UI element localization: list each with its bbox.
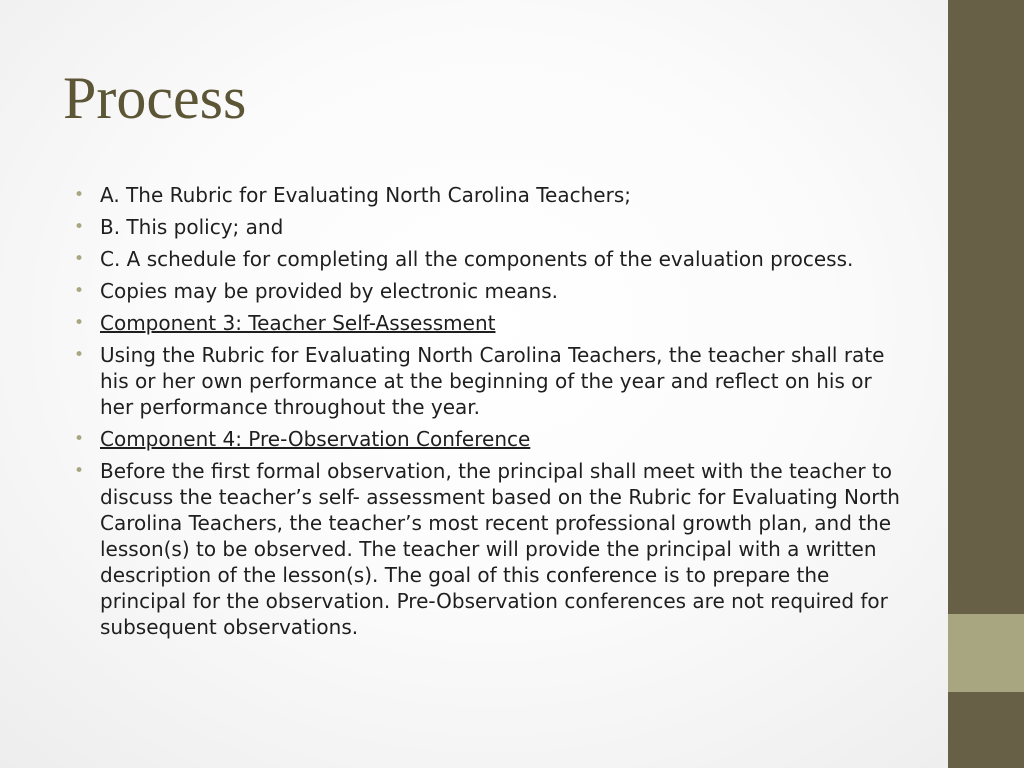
- bullet-icon: •: [74, 249, 85, 269]
- list-item: [74, 342, 900, 420]
- list-item: [74, 458, 900, 640]
- bullet-list: [74, 182, 900, 646]
- bullet-text: Copies may be provided by electronic means.: [100, 279, 558, 303]
- bullet-text: B. This policy; and: [100, 215, 284, 239]
- bullet-icon: •: [74, 281, 85, 301]
- bullet-icon: •: [74, 461, 85, 481]
- section-heading-component-3: Component 3: Teacher Self-Assessment: [100, 311, 496, 335]
- sidebar-accent-block: [948, 614, 1024, 692]
- list-item: [74, 214, 900, 240]
- bullet-icon: •: [74, 345, 85, 365]
- list-item: [74, 278, 900, 304]
- bullet-text: C. A schedule for completing all the components of the evaluation process.: [100, 247, 854, 271]
- section-heading-component-4: Component 4: Pre-Observation Conference: [100, 427, 531, 451]
- list-item: [74, 246, 900, 272]
- list-item: [74, 310, 900, 336]
- list-item: [74, 182, 900, 208]
- slide-title: Process: [63, 65, 247, 131]
- bullet-icon: •: [74, 185, 85, 205]
- bullet-icon: •: [74, 429, 85, 449]
- list-item: [74, 426, 900, 452]
- bullet-icon: •: [74, 313, 85, 333]
- bullet-text: Using the Rubric for Evaluating North Carolina Teachers, the teacher shall rate his or her own performance at the beginning of the year and reflect on his or her performance throughout the year.: [100, 343, 885, 419]
- bullet-icon: •: [74, 217, 85, 237]
- bullet-text: A. The Rubric for Evaluating North Carolina Teachers;: [100, 183, 631, 207]
- bullet-text: Before the first formal observation, the principal shall meet with the teacher to discuss the teacher’s self- assessment based on the Rubric for Evaluating North Carolina Teachers, the teacher’s most recent professional growth plan, and the lesson(s) to be observed. The teacher will provide the principal with a written description of the lesson(s). The goal of this conference is to prepare the principal for the observation. Pre-Observation conferences are not required for subsequent observations.: [100, 459, 900, 639]
